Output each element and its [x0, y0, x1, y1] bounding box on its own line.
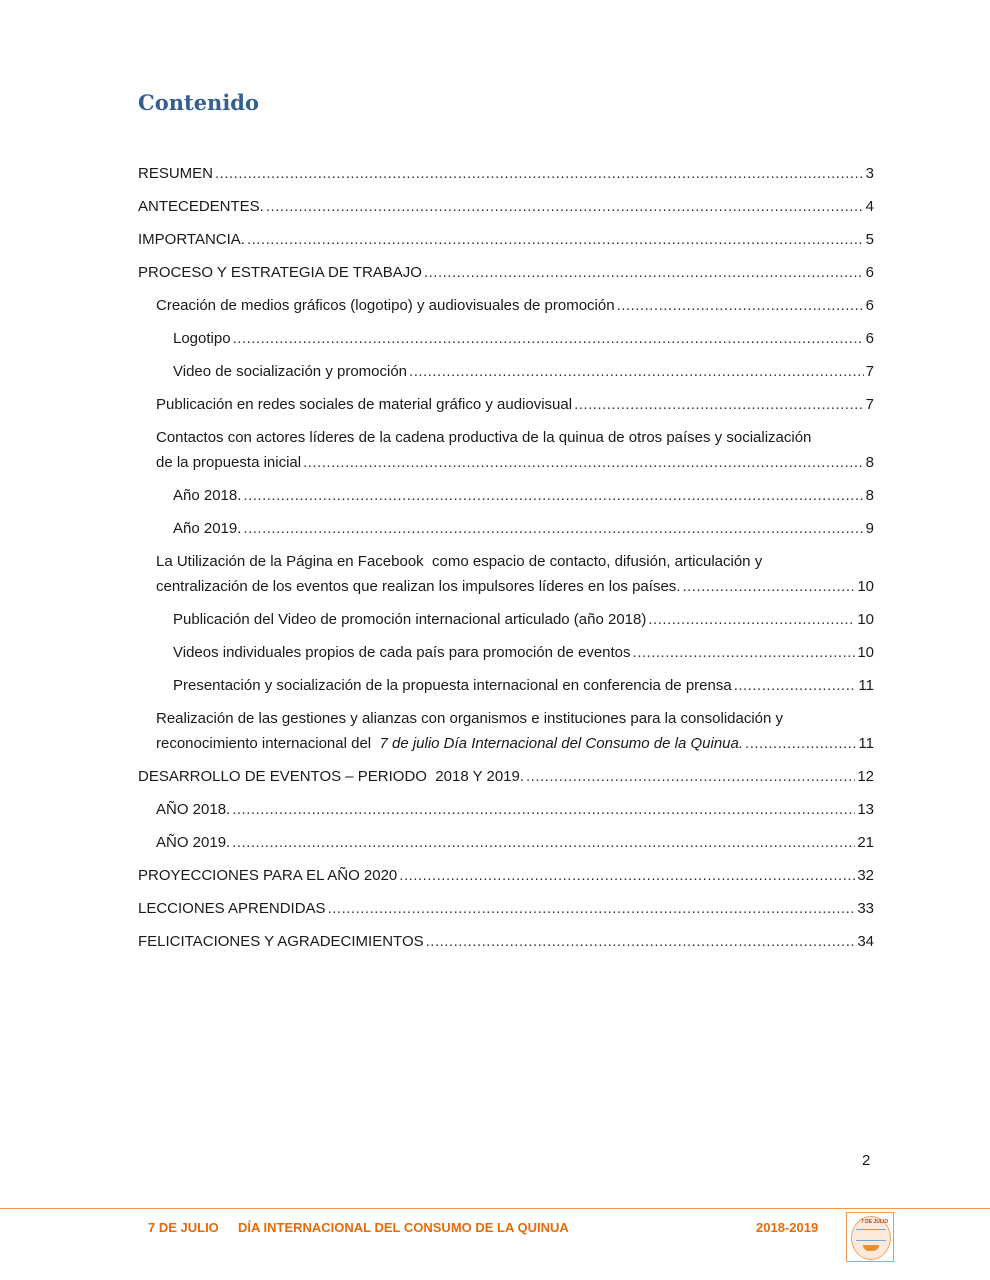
leader-dots — [233, 326, 864, 351]
toc-page-number: 11 — [858, 677, 874, 694]
toc-entry-contactos-actores[interactable] — [138, 425, 874, 475]
toc-page-number: 12 — [857, 768, 874, 785]
leader-dots — [409, 359, 864, 384]
toc-entry-logotipo[interactable] — [138, 326, 874, 351]
toc-entry-text: PROCESO Y ESTRATEGIA DE TRABAJO — [138, 264, 422, 281]
footer-date: 7 DE JULIO — [148, 1220, 219, 1235]
leader-dots — [426, 929, 856, 954]
toc-entry-ano-2019[interactable] — [138, 516, 874, 541]
toc-entry-proceso[interactable] — [138, 260, 874, 285]
toc-page-number: 7 — [865, 396, 874, 413]
toc-entry-text: Año 2018. — [173, 487, 242, 504]
toc-entry-text: LECCIONES APRENDIDAS — [138, 900, 326, 917]
page-title: Contenido — [138, 90, 259, 115]
footer-day-name: DÍA INTERNACIONAL DEL CONSUMO DE LA QUINUA — [238, 1220, 569, 1235]
toc-entry-text: AÑO 2019. — [156, 834, 231, 851]
logo-lines — [856, 1229, 886, 1241]
leader-dots — [424, 260, 864, 285]
toc-page-number: 7 — [865, 363, 874, 380]
leader-dots — [648, 607, 855, 632]
toc-entry-creacion-medios[interactable] — [138, 293, 874, 318]
toc-page-number: 13 — [857, 801, 874, 818]
toc-entry-facebook[interactable] — [138, 549, 874, 599]
toc-entry-ano-2019-caps[interactable] — [138, 830, 874, 855]
toc-page-number: 6 — [865, 330, 874, 347]
toc-page-number: 3 — [865, 165, 874, 182]
toc-entry-importancia[interactable] — [138, 227, 874, 252]
toc-page-number: 34 — [857, 933, 874, 950]
toc-entry-text-line2: centralización de los eventos que realizan los impulsores líderes en los países. — [156, 578, 681, 595]
toc-page-number: 4 — [865, 198, 874, 215]
toc-entry-text: PROYECCIONES PARA EL AÑO 2020 — [138, 867, 398, 884]
toc-page-number: 33 — [857, 900, 874, 917]
leader-dots — [399, 863, 855, 888]
leader-dots — [328, 896, 856, 921]
footer-divider — [0, 1208, 990, 1209]
toc-page-number: 32 — [857, 867, 874, 884]
toc-entry-video-socializacion[interactable] — [138, 359, 874, 384]
leader-dots — [682, 574, 855, 599]
toc-entry-ano-2018[interactable] — [138, 483, 874, 508]
toc-entry-proyecciones[interactable] — [138, 863, 874, 888]
leader-dots — [574, 392, 864, 417]
toc-entry-conferencia-prensa[interactable] — [138, 673, 874, 698]
footer-years: 2018-2019 — [756, 1220, 819, 1235]
toc-entry-text-line2b: 7 de julio Día Internacional del Consumo de la Quinua. — [379, 735, 744, 752]
leader-dots — [633, 640, 856, 665]
leader-dots — [243, 483, 863, 508]
leader-dots — [266, 194, 864, 219]
toc-page-number: 11 — [858, 735, 874, 752]
toc-page-number: 9 — [865, 520, 874, 537]
toc-entry-text: Video de socialización y promoción — [173, 363, 408, 380]
toc-entry-text: FELICITACIONES Y AGRADECIMIENTOS — [138, 933, 424, 950]
toc-entry-antecedentes[interactable] — [138, 194, 874, 219]
toc-entry-text-line2a: reconocimiento internacional del — [156, 735, 380, 752]
toc-entry-felicitaciones[interactable] — [138, 929, 874, 954]
quinua-day-logo — [846, 1212, 894, 1262]
toc-entry-text: ANTECEDENTES. — [138, 198, 264, 215]
toc-page-number: 8 — [865, 487, 874, 504]
logo-text: 7 DE JULIO — [861, 1219, 889, 1225]
toc-entry-text: Año 2019. — [173, 520, 242, 537]
leader-dots — [734, 673, 857, 698]
toc-entry-videos-individuales[interactable] — [138, 640, 874, 665]
toc-entry-text: DESARROLLO DE EVENTOS – PERIODO 2018 Y 2019. — [138, 768, 525, 785]
leader-dots — [247, 227, 864, 252]
toc-entry-text: RESUMEN — [138, 165, 214, 182]
toc-entry-text: Logotipo — [173, 330, 231, 347]
leader-dots — [617, 293, 864, 318]
toc-entry-lecciones[interactable] — [138, 896, 874, 921]
leader-dots — [215, 161, 864, 186]
toc-entry-desarrollo-eventos[interactable] — [138, 764, 874, 789]
leader-dots — [303, 450, 864, 475]
toc-entry-video-internacional[interactable] — [138, 607, 874, 632]
leader-dots — [232, 797, 855, 822]
toc-page-number: 10 — [857, 611, 874, 628]
toc-entry-publicacion-redes[interactable] — [138, 392, 874, 417]
toc-entry-text: Presentación y socialización de la propuesta internacional en conferencia de prensa — [173, 677, 732, 694]
toc-entry-text-line1: Realización de las gestiones y alianzas con organismos e instituciones para la consolidación y — [156, 710, 784, 727]
toc-page-number: 6 — [865, 264, 874, 281]
toc-entry-resumen[interactable] — [138, 161, 874, 186]
toc-entry-text: Publicación en redes sociales de material gráfico y audiovisual — [156, 396, 573, 413]
table-of-contents — [138, 161, 874, 962]
leader-dots — [745, 731, 856, 756]
toc-entry-gestiones-alianzas[interactable] — [138, 706, 874, 756]
toc-entry-text-line2: de la propuesta inicial — [156, 454, 302, 471]
leader-dots — [243, 516, 863, 541]
toc-page-number: 6 — [865, 297, 874, 314]
toc-entry-ano-2018-caps[interactable] — [138, 797, 874, 822]
toc-entry-text: Publicación del Video de promoción internacional articulado (año 2018) — [173, 611, 647, 628]
leader-dots — [526, 764, 855, 789]
toc-page-number: 10 — [857, 644, 874, 661]
toc-entry-text: Creación de medios gráficos (logotipo) y audiovisuales de promoción — [156, 297, 615, 314]
toc-entry-text-line1: La Utilización de la Página en Facebook como espacio de contacto, difusión, articulación y — [156, 553, 763, 570]
toc-entry-text: AÑO 2018. — [156, 801, 231, 818]
toc-page-number: 10 — [857, 578, 874, 595]
toc-page-number: 21 — [857, 834, 874, 851]
toc-page-number: 8 — [865, 454, 874, 471]
toc-entry-text: Videos individuales propios de cada país para promoción de eventos — [173, 644, 631, 661]
toc-page-number: 5 — [865, 231, 874, 248]
toc-entry-text-line1: Contactos con actores líderes de la cadena productiva de la quinua de otros países y socialización — [156, 429, 812, 446]
toc-entry-text: IMPORTANCIA. — [138, 231, 245, 248]
page-number: 2 — [862, 1152, 871, 1169]
leader-dots — [232, 830, 855, 855]
